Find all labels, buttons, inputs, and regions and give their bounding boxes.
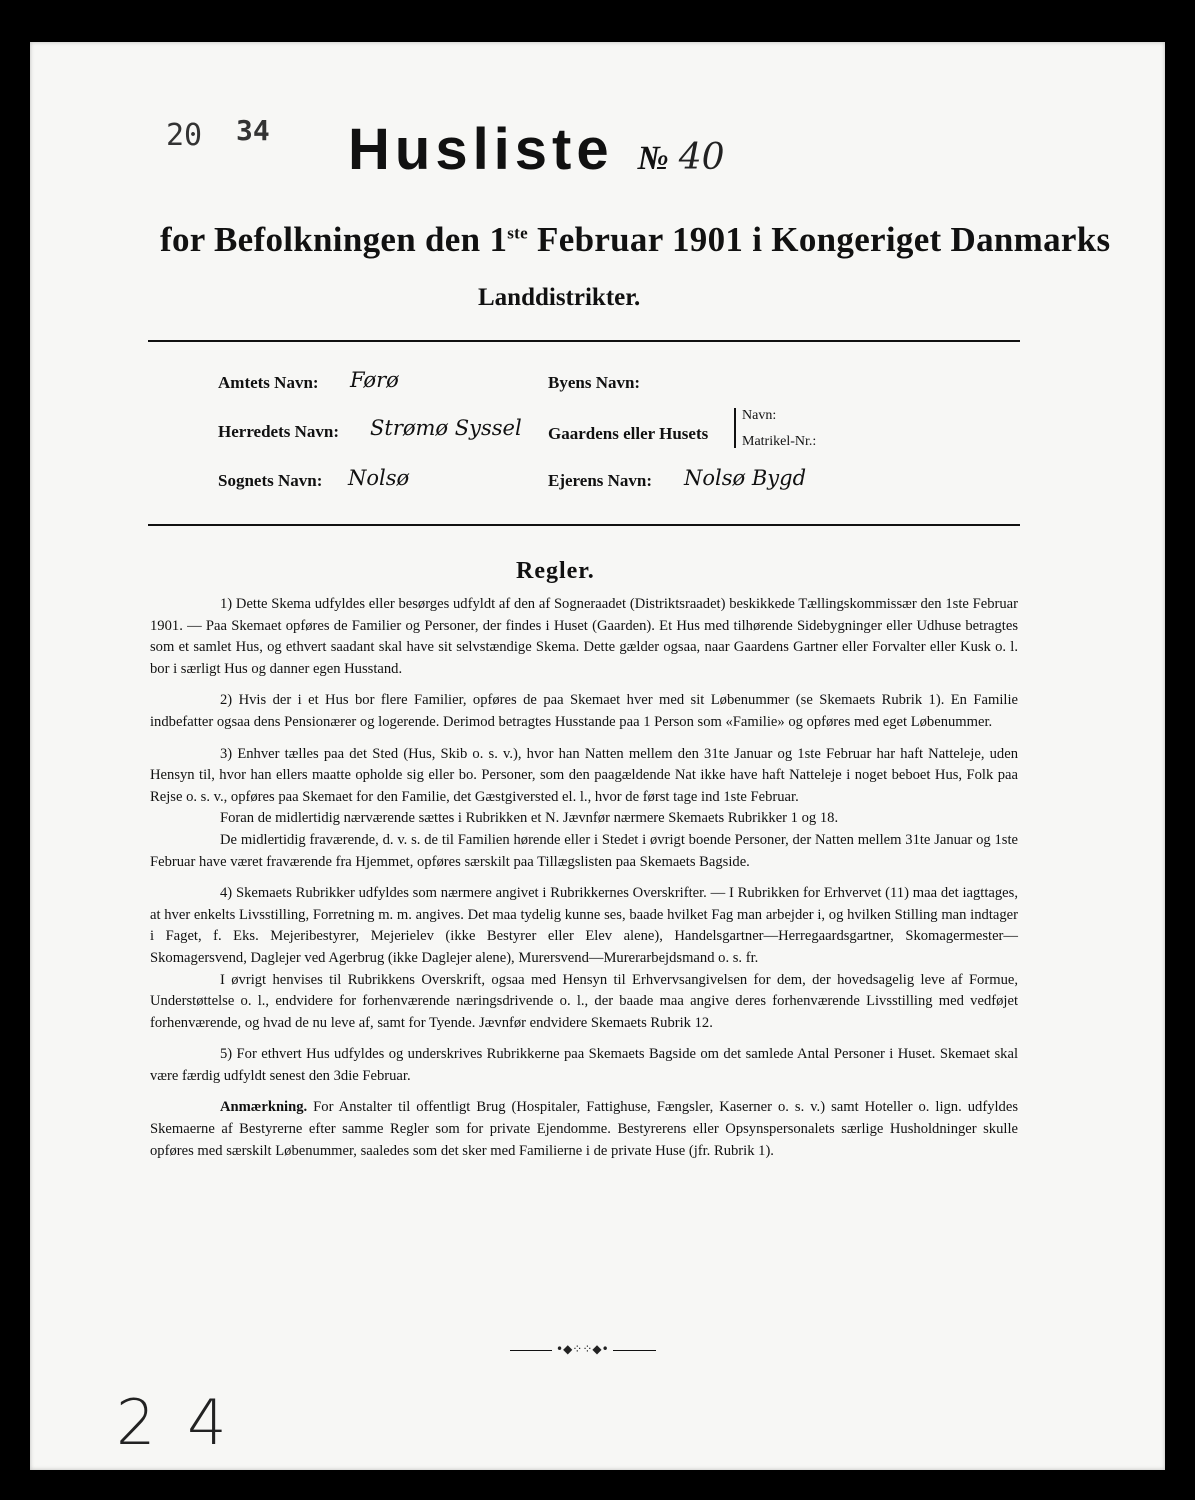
note: [150, 1097, 1018, 1162]
gaard-navn-label: Navn:: [742, 408, 777, 423]
subtitle-post: Februar 1901 i Kongeriget Danmarks: [528, 220, 1111, 259]
herred-label: Herredets Navn:: [218, 422, 340, 441]
sogn-value: Nolsø: [348, 466, 410, 490]
sogn-label: Sognets Navn:: [218, 471, 323, 490]
rule-2: 2) Hvis der i et Hus bor flere Familier, opføres de paa Skemaet hver med sit Løbenummer (se Skemaets Rubrik 1). En Familie indbefatter ogsaa dens Pensionærer og logerende. Derimod betragtes Husstande paa 1 Person som «Familie» og opføres med eget Løbenummer.: [150, 692, 1018, 730]
subheading: Landdistrikter.: [478, 284, 641, 311]
ejer-label: Ejerens Navn:: [548, 471, 653, 490]
subtitle-sup: ste: [507, 223, 528, 243]
gaard-matrikel-label: Matrikel-Nr.:: [742, 434, 817, 449]
gaard-label: Gaardens eller Husets: [548, 424, 709, 443]
ejer-value: Nolsø Bygd: [684, 466, 807, 490]
rules-body: [150, 594, 1018, 1172]
rule-3-cont-2: De midlertidig fraværende, d. v. s. de til Familien hørende eller i Stedet i øvrigt boende Personer, der Natten mellem 31te Januar og 1ste Februar have været fraværende fra Hjemmet, opføres særskilt paa Tillægslisten paa Skemaets Bagside.: [150, 831, 1018, 870]
rule-5: 5) For ethvert Hus udfyldes og underskrives Rubrikkerne paa Skemaets Bagside om det samlede Antal Personer i Huset. Skemaet skal være færdig udfyldt senest den 3die Februar.: [150, 1046, 1018, 1084]
page-title: [348, 116, 725, 183]
amt-value: Førø: [350, 368, 399, 392]
ornament-icon: •◆⁘⁘◆•: [552, 1342, 613, 1356]
subtitle-pre: for Befolkningen den 1: [160, 220, 508, 259]
rules-heading: Regler.: [516, 558, 595, 584]
rule-4: 4) Skemaets Rubrikker udfyldes som nærmere angivet i Rubrikkernes Overskrifter. — I Rubrikken for Erhvervet (11) maa det iagttages, at hver enkelts Livsstilling, Forretning m. m. angives. Det maa tydelig kunne ses, baade hvilket Fag man arbejder i, og hvilken Stilling man indtager i Faget, f. Eks. Mejeribestyrer, Mejerielev (ikke Bestyrer eller Elev alene), Handelsgartner—Herregaardsgartner, Skomagermester—Skomagersvend, Daglejer ved Agerbrug (ikke Daglejer alene), Murersvend—Murerarbejdsmand o. s. fr.: [150, 885, 1018, 966]
title-text: Husliste: [348, 117, 614, 182]
rule-3: 3) Enhver tælles paa det Sted (Hus, Skib o. s. v.), hvor han Natten mellem den 31te Januar og 1ste Februar har haft Natteleje, uden Hensyn til, hvor han ellers maatte opholde sig eller bo. Personer, som den paagældende Nat ikke have haft Natteleje i noget beboet Hus, Folk paa Rejse o. s. v., opføres paa Skemaet for den Familie, det Gæstgiversted el. l., hvor de først tage ind 1ste Februar.: [150, 745, 1018, 805]
divider-top: [148, 340, 1020, 342]
herred-value: Strømø Syssel: [370, 416, 522, 440]
archive-number-stamp: 20: [166, 118, 203, 153]
by-label: Byens Navn:: [548, 373, 641, 392]
brace-line: [734, 408, 736, 448]
census-form-page: [30, 42, 1165, 1470]
bottom-handwritten-number: 2 4: [116, 1386, 233, 1459]
note-text: For Anstalter til offentligt Brug (Hospitaler, Fattighuse, Fængsler, Kaserner o. s. v.) samt Hoteller o. lign. udfyldes Skemaerne af Bestyrerne efter samme Regler som for private Ejendomme. Bestyrerens eller Opsynspersonalets særlige Husholdninger skulle opføres med særskilt Løbenummer, saaledes som det sker med Familierne i de private Huse (jfr. Rubrik 1).: [150, 1099, 1018, 1159]
number-prefix: №: [637, 140, 669, 177]
divider-bottom: [148, 524, 1020, 526]
note-heading: Anmærkning.: [220, 1099, 308, 1116]
rule-3-cont-1: Foran de midlertidig nærværende sættes i Rubrikken et N. Jævnfør nærmere Skemaets Rubrikker 1 og 18.: [220, 810, 839, 827]
rule-1: 1) Dette Skema udfyldes eller besørges udfyldt af den af Sogneraadet (Distriktsraadet) beskikkede Tællingskommissær den 1ste Februar 1901. — Paa Skemaet opføres de Familier og Personer, der findes i Huset (Gaarden). Et Hus med tilhørende Sidebygninger eller Udhuse betragtes som et samlet Hus, og ethvert saadant skal have sit selvstændige Skema. Dette gælder ogsaa, naar Gaardens Gartner eller Forvalter eller Kusk o. l. bor i særligt Hus og danner egen Husstand.: [150, 596, 1018, 677]
list-number: 40: [678, 137, 725, 178]
rule-4-cont: I øvrigt henvises til Rubrikkens Overskrift, ogsaa med Hensyn til Erhvervsangivelsen for dem, der hovedsagelig leve af Formue, Understøttelse o. l., endvidere for forhenværende næringsdrivende o. l., der baade maa angive deres forhenværende Livsstilling med vedføjet forhenværende, og hvad de nu leve af, samt for Tyende. Jævnfør endvidere Skemaets Rubrik 12.: [150, 971, 1018, 1031]
archive-number-stamp-2: 34: [236, 114, 270, 147]
subtitle: [160, 220, 1110, 260]
amt-label: Amtets Navn:: [218, 373, 319, 392]
